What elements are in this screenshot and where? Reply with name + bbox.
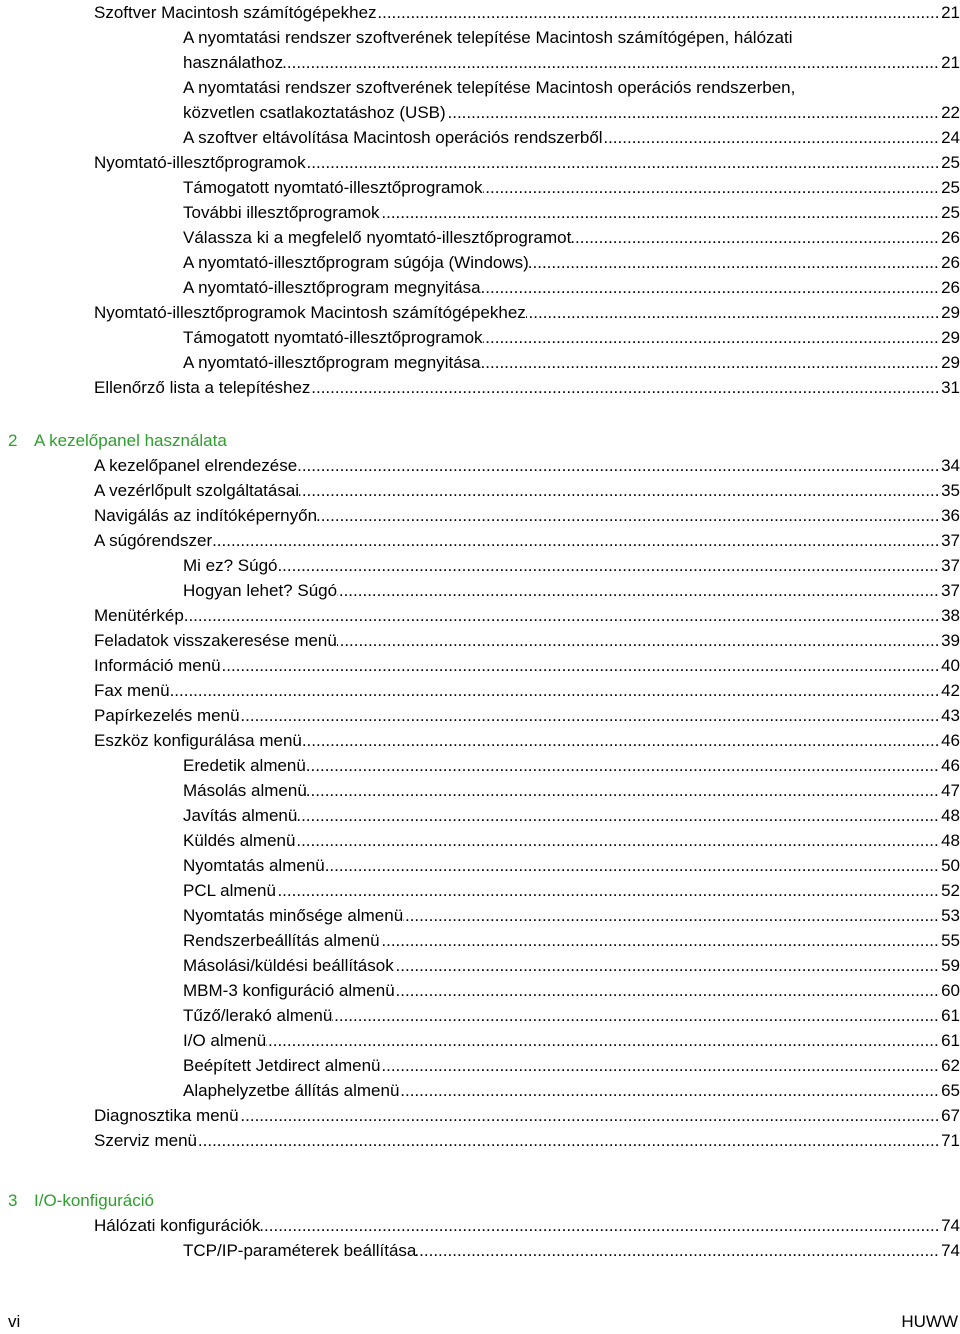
toc-entry[interactable]: [183, 1053, 960, 1078]
toc-entry-title: Válassza ki a megfelelő nyomtató-illesztőprogramot: [183, 228, 572, 247]
toc-entry-page: 37: [939, 528, 960, 553]
toc-entry-page: 21: [939, 50, 960, 75]
toc-entry[interactable]: [94, 0, 960, 25]
toc-entry-title-line1: A nyomtatási rendszer szoftverének telepítése Macintosh számítógépen, hálózati: [183, 28, 793, 47]
toc-entry-title: Hálózati konfigurációk: [94, 1216, 261, 1235]
toc-entry-title: A szoftver eltávolítása Macintosh operációs rendszerből: [183, 128, 603, 147]
toc-entry-page: 71: [939, 1128, 960, 1153]
toc-entry-title: Feladatok visszakeresése menü: [94, 631, 337, 650]
toc-entry-page: 59: [939, 953, 960, 978]
toc-entry-title: Fax menü: [94, 681, 170, 700]
toc-entry[interactable]: [94, 678, 960, 703]
toc-entry-page: 43: [939, 703, 960, 728]
toc-entry-title-line2: használathoz: [183, 53, 284, 72]
dot-leader: [183, 828, 960, 853]
toc-entry-title: A vezérlőpult szolgáltatásai: [94, 481, 300, 500]
toc-entry-title: A kezelőpanel elrendezése: [94, 456, 298, 475]
toc-entry-title: Alaphelyzetbe állítás almenü: [183, 1081, 400, 1100]
toc-entry[interactable]: [183, 803, 960, 828]
toc-entry[interactable]: [94, 728, 960, 753]
toc-entry-title: A nyomtató-illesztőprogram megnyitása: [183, 353, 481, 372]
toc-entry-title: Eredetik almenü: [183, 756, 306, 775]
toc-entry[interactable]: [183, 928, 960, 953]
toc-entry[interactable]: [94, 300, 960, 325]
toc-entry-page: 55: [939, 928, 960, 953]
toc-entry[interactable]: [183, 1238, 960, 1263]
toc-entry-page: 22: [939, 100, 960, 125]
toc-entry-page: 65: [939, 1078, 960, 1103]
toc-entry[interactable]: [183, 325, 960, 350]
toc-entry[interactable]: [183, 250, 960, 275]
toc-entry-page: 50: [939, 853, 960, 878]
toc-entry-title: A nyomtató-illesztőprogram megnyitása: [183, 278, 481, 297]
toc-entry-title: TCP/IP-paraméterek beállítása: [183, 1241, 417, 1260]
toc-entry-title: A nyomtató-illesztőprogram súgója (Windows): [183, 253, 529, 272]
toc-entry-page: 29: [939, 300, 960, 325]
chapter-title: I/O-konfiguráció: [34, 1191, 154, 1210]
toc-entry[interactable]: [183, 1003, 960, 1028]
toc-entry[interactable]: [94, 503, 960, 528]
toc-entry-title: Rendszerbeállítás almenü: [183, 931, 380, 950]
toc-entry[interactable]: [183, 828, 960, 853]
dot-leader: [94, 1128, 960, 1153]
toc-entry-line2: [183, 100, 960, 125]
dot-leader: [94, 528, 960, 553]
toc-entry-page: 21: [939, 0, 960, 25]
toc-entry-page: 61: [939, 1003, 960, 1028]
toc-entry-page: 47: [939, 778, 960, 803]
chapter-heading-3[interactable]: [8, 1188, 960, 1213]
toc-entry-page: 25: [939, 200, 960, 225]
toc-entry[interactable]: [183, 753, 960, 778]
toc-entry-page: 61: [939, 1028, 960, 1053]
toc-block-1: [0, 0, 960, 400]
toc-entry[interactable]: [183, 275, 960, 300]
toc-entry[interactable]: [94, 453, 960, 478]
toc-entry-title: I/O almenü: [183, 1031, 267, 1050]
toc-entry[interactable]: [183, 1028, 960, 1053]
page-number: vi: [8, 1312, 21, 1331]
toc-entry[interactable]: [183, 200, 960, 225]
toc-entry-title: Mi ez? Súgó: [183, 556, 278, 575]
toc-entry-title: PCL almenü: [183, 881, 276, 900]
toc-entry-title: Nyomtató-illesztőprogramok Macintosh számítógépekhez: [94, 303, 526, 322]
toc-entry-page: 39: [939, 628, 960, 653]
toc-entry-title: MBM-3 konfiguráció almenü: [183, 981, 395, 1000]
toc-entry-title: Nyomtató-illesztőprogramok: [94, 153, 306, 172]
toc-entry[interactable]: [183, 778, 960, 803]
toc-entry[interactable]: [183, 1078, 960, 1103]
toc-entry[interactable]: [183, 903, 960, 928]
toc-entry-title: Navigálás az indítóképernyőn: [94, 506, 318, 525]
toc-entry-page: 48: [939, 803, 960, 828]
toc-entry[interactable]: [183, 878, 960, 903]
toc-entry[interactable]: [94, 653, 960, 678]
toc-entry[interactable]: [183, 853, 960, 878]
toc-entry-page: 53: [939, 903, 960, 928]
chapter-number: 2: [8, 431, 18, 450]
chapter-title: A kezelőpanel használata: [34, 431, 227, 450]
toc-entry[interactable]: [183, 350, 960, 375]
toc-entry-page: 24: [939, 125, 960, 150]
toc-entry[interactable]: [183, 25, 960, 75]
toc-entry[interactable]: [183, 125, 960, 150]
toc-entry-title: Beépített Jetdirect almenü: [183, 1056, 381, 1075]
toc-entry-title: Nyomtatás almenü: [183, 856, 325, 875]
toc-entry-page: 37: [939, 553, 960, 578]
toc-entry-page: 26: [939, 275, 960, 300]
toc-entry-title: Papírkezelés menü: [94, 706, 240, 725]
toc-entry-title: Eszköz konfigurálása menü: [94, 731, 302, 750]
toc-entry-title: Ellenőrző lista a telepítéshez: [94, 378, 311, 397]
toc-entry-title: Hogyan lehet? Súgó: [183, 581, 338, 600]
toc-entry-title-line1: A nyomtatási rendszer szoftverének telepítése Macintosh operációs rendszerben,: [183, 78, 796, 97]
toc-entry[interactable]: [183, 75, 960, 125]
toc-entry-page: 42: [939, 678, 960, 703]
toc-entry[interactable]: [183, 175, 960, 200]
dot-leader: [183, 50, 960, 75]
toc-entry-title: Másolás almenü: [183, 781, 307, 800]
dot-leader: [183, 1028, 960, 1053]
toc-entry-title: Diagnosztika menü: [94, 1106, 239, 1125]
toc-entry-line2: [183, 50, 960, 75]
toc-block-3: [0, 1213, 960, 1263]
chapter-heading-2[interactable]: [8, 428, 960, 453]
toc-entry-page: 38: [939, 603, 960, 628]
toc-entry-page: 60: [939, 978, 960, 1003]
toc-entry[interactable]: [94, 603, 960, 628]
dot-leader: [94, 678, 960, 703]
dot-leader: [183, 553, 960, 578]
toc-entry-page: 67: [939, 1103, 960, 1128]
toc-entry-page: 48: [939, 828, 960, 853]
toc-entry-page: 62: [939, 1053, 960, 1078]
toc-entry[interactable]: [94, 150, 960, 175]
dot-leader: [183, 878, 960, 903]
toc-entry-page: 37: [939, 578, 960, 603]
toc-entry[interactable]: [94, 375, 960, 400]
toc-entry-page: 25: [939, 175, 960, 200]
toc-entry-page: 26: [939, 225, 960, 250]
toc-entry[interactable]: [94, 1103, 960, 1128]
toc-entry-title: Szoftver Macintosh számítógépekhez: [94, 3, 377, 22]
toc-entry-page: 34: [939, 453, 960, 478]
toc-entry-title: A súgórendszer: [94, 531, 213, 550]
toc-entry-page: 46: [939, 728, 960, 753]
dot-leader: [94, 603, 960, 628]
toc-entry[interactable]: [183, 953, 960, 978]
document-code: HUWW: [901, 1312, 958, 1331]
toc-entry[interactable]: [183, 978, 960, 1003]
toc-entry-page: 25: [939, 150, 960, 175]
toc-entry-title: Szerviz menü: [94, 1131, 197, 1150]
toc-entry-page: 29: [939, 325, 960, 350]
toc-entry[interactable]: [183, 553, 960, 578]
page-footer: [8, 1310, 958, 1334]
toc-entry-page: 40: [939, 653, 960, 678]
toc-entry-page: 35: [939, 478, 960, 503]
toc-entry-page: 46: [939, 753, 960, 778]
toc-entry[interactable]: [94, 1128, 960, 1153]
toc-entry[interactable]: [94, 628, 960, 653]
toc-entry-title: Támogatott nyomtató-illesztőprogramok: [183, 328, 483, 347]
toc-entry-title: Javítás almenü: [183, 806, 298, 825]
toc-entry[interactable]: [183, 578, 960, 603]
toc-entry-title-line2: közvetlen csatlakoztatáshoz (USB): [183, 103, 446, 122]
toc-entry-title: Információ menü: [94, 656, 221, 675]
toc-entry[interactable]: [94, 528, 960, 553]
dot-leader: [94, 653, 960, 678]
toc-entry-page: 74: [939, 1238, 960, 1263]
toc-entry-title: További illesztőprogramok: [183, 203, 380, 222]
toc-block-2: [0, 453, 960, 1153]
toc-entry-title: Küldés almenü: [183, 831, 296, 850]
toc-entry-title: Másolási/küldési beállítások: [183, 956, 394, 975]
toc-entry-title: Tűző/lerakó almenü: [183, 1006, 333, 1025]
dot-leader: [183, 803, 960, 828]
toc-entry[interactable]: [94, 1213, 960, 1238]
toc-entry-page: 26: [939, 250, 960, 275]
toc-entry[interactable]: [94, 478, 960, 503]
toc-entry-page: 31: [939, 375, 960, 400]
toc-entry-page: 36: [939, 503, 960, 528]
chapter-number: 3: [8, 1191, 18, 1210]
toc-entry-title: Menütérkép: [94, 606, 184, 625]
toc-entry[interactable]: [183, 225, 960, 250]
toc-entry-title: Támogatott nyomtató-illesztőprogramok: [183, 178, 483, 197]
toc-entry-page: 52: [939, 878, 960, 903]
toc-entry[interactable]: [94, 703, 960, 728]
toc-entry-title: Nyomtatás minősége almenü: [183, 906, 404, 925]
toc-entry-page: 74: [939, 1213, 960, 1238]
toc-entry-page: 29: [939, 350, 960, 375]
